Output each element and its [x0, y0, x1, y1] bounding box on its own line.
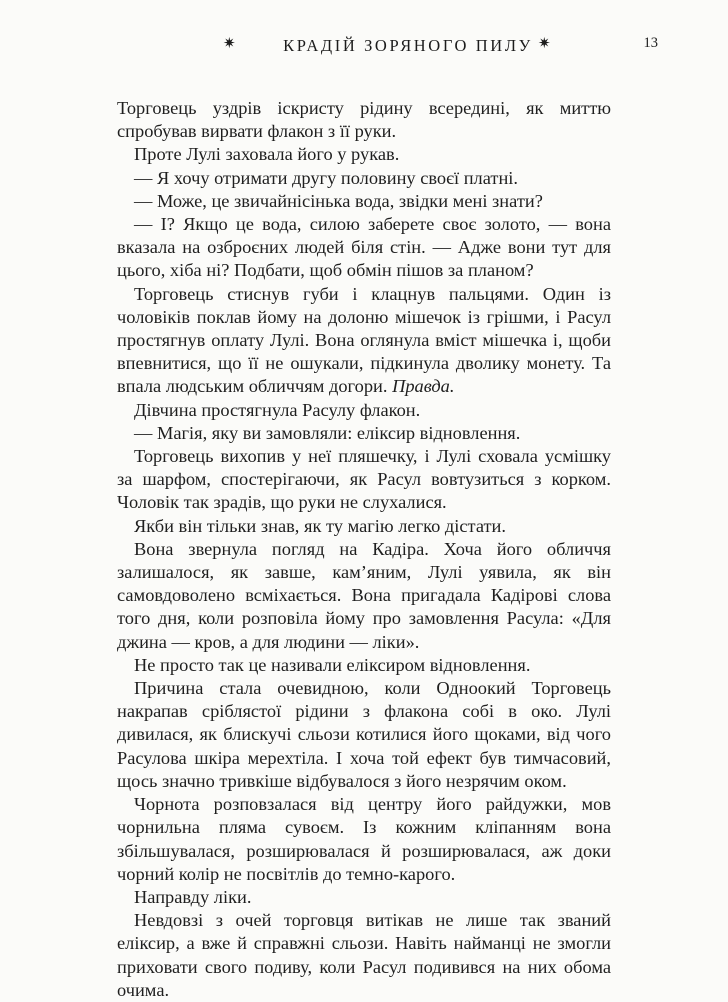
paragraph: Причина стала очевидною, коли Одноокий Торговець накрапав сріблястої рідини з флакона собі в око. Лулі дивилася, як блискучі сльози котилися його щоками, від чого Расулова шкіра мерехтіла. І хоча той ефект був тимчасовий, щось значно тривкіше відбувалося з його незрячим оком.: [117, 678, 611, 791]
paragraph-text: Торговець стиснув губи і клацнув пальцями. Один із чоловіків поклав йому на долоню мішечок із грішми, і Расул простягнув оплату Лулі. Вона оглянула вміст мішечка і, щоби впевнитися, що її не ошукали, підкинула дволику монету. Та впала людським обличчям догори.: [117, 283, 611, 397]
paragraph: Проте Лулі заховала його у рукав.: [134, 144, 400, 165]
paragraph: — І? Якщо це вода, силою заберете своє золото, — вона вказала на озброєних людей біля стін. — Адже вони тут для цього, хіба ні? Подбати, щоб обмін пішов за планом?: [117, 214, 611, 281]
paragraph: — Магія, яку ви замовляли: еліксир відновлення.: [134, 422, 521, 443]
italic-word: Правда.: [392, 376, 455, 397]
paragraph: Вона звернула погляд на Кадіра. Хоча його обличчя залишалося, як завше, кам’яним, Лулі уявила, як він самовдоволено всміхається. Вона пригадала Кадірові слова того дня, коли розповіла йому про замовлення Расула: «Для джина — кров, а для людини — ліки».: [117, 538, 611, 652]
paragraph: Чорнота розповзалася від центру його райдужки, мов чорнильна пляма сувоєм. Із кожним кліпанням вона збільшувалася, розширювалася й розширювалася, аж доки чорний колір не посвітлів до темно-карого.: [117, 794, 611, 884]
paragraph: Невдовзі з очей торговця витікав не лише так званий еліксир, а вже й справжні сльози. Навіть найманці не змогли приховати свого подиву, коли Расул подивився на них обома очима.: [117, 910, 611, 1000]
paragraph: — Може, це звичайнісінька вода, звідки мені знати?: [134, 190, 543, 211]
paragraph: Торговець вихопив у неї пляшечку, і Лулі сховала усмішку за шарфом, спостерігаючи, як Расул вовтузиться з корком. Чоловік так зрадів, що руки не слухалися.: [117, 446, 611, 513]
paragraph: Якби він тільки знав, як ту магію легко дістати.: [134, 515, 506, 536]
paragraph: Направду ліки.: [134, 886, 252, 907]
running-title: КРАДІЙ ЗОРЯНОГО ПИЛУ: [283, 36, 533, 55]
star-ornament-icon: ✷: [223, 36, 236, 52]
paragraph: [117, 283, 611, 399]
paragraph: — Я хочу отримати другу половину своєї платні.: [134, 167, 519, 188]
running-header: [118, 34, 658, 58]
page-number: 13: [643, 35, 658, 51]
paragraph: Дівчина простягнула Расулу флакон.: [134, 399, 421, 420]
star-ornament-icon: ✷: [538, 36, 551, 52]
paragraph: Торговець уздрів іскристу рідину всередині, як миттю спробував вирвати флакон з її руки.: [117, 98, 611, 142]
body-text: [117, 97, 611, 1002]
paragraph: Не просто так це називали еліксиром відновлення.: [134, 654, 531, 675]
